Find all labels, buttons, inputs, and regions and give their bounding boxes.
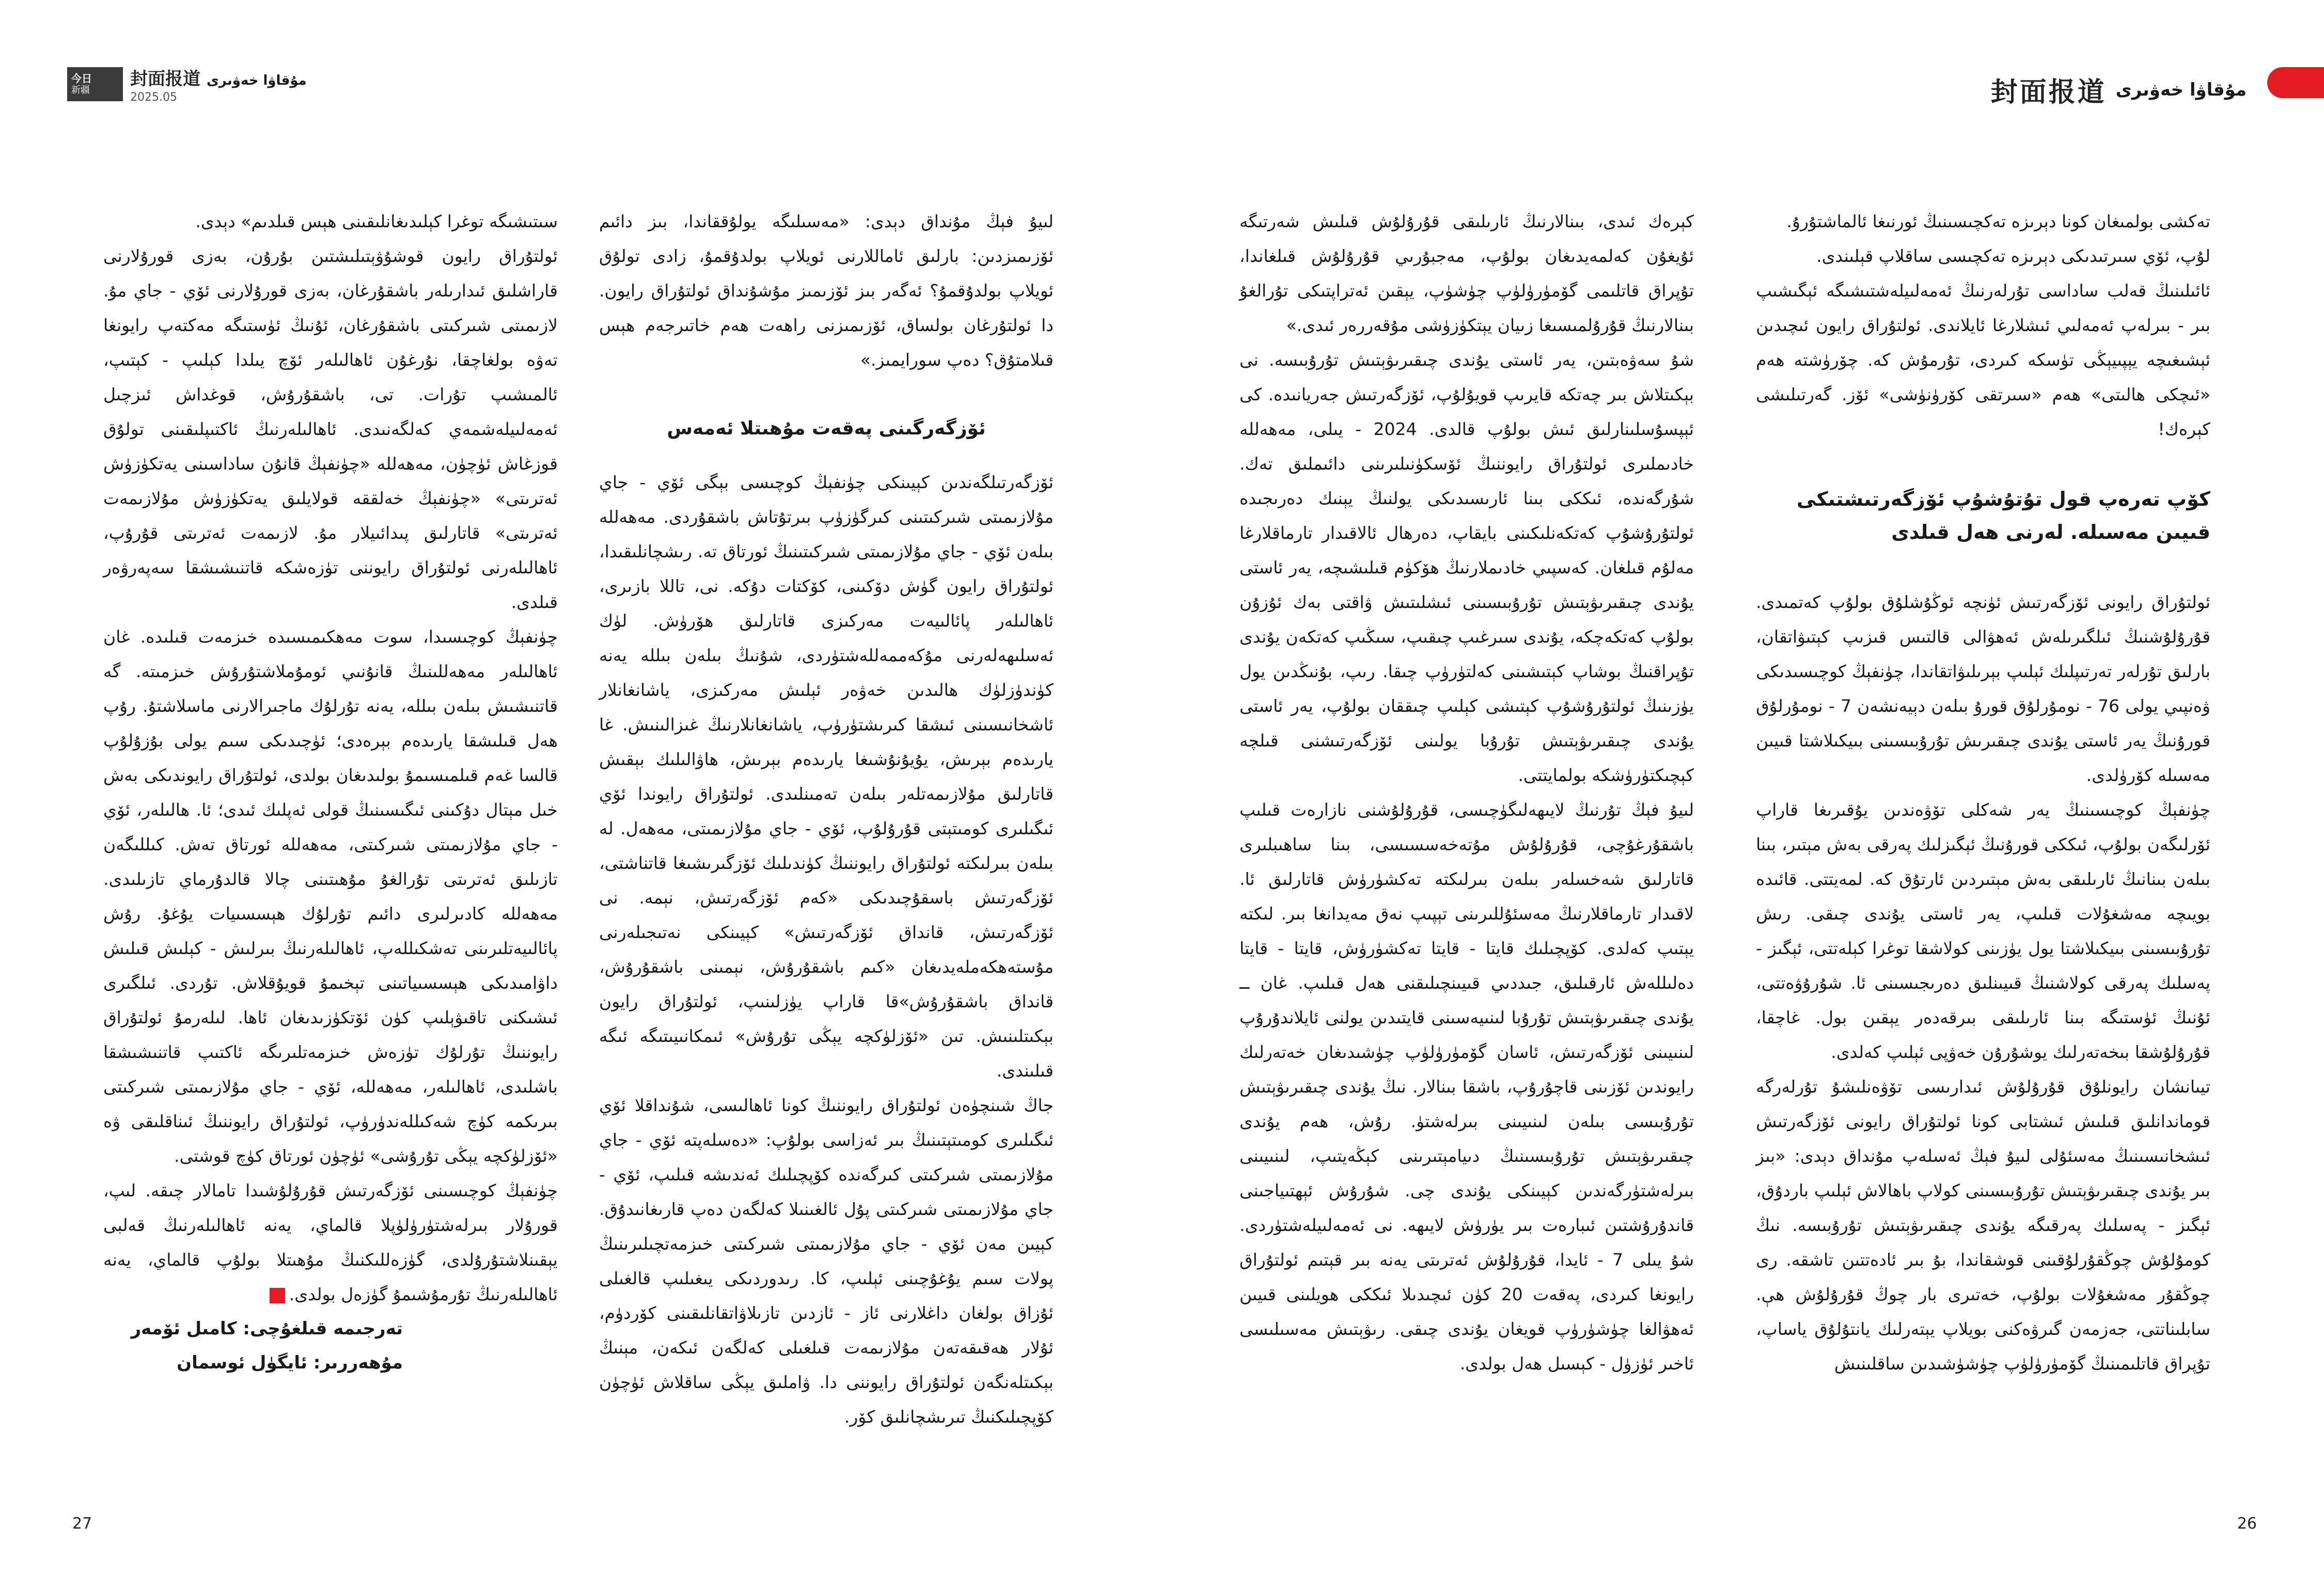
logo-line-1: 今日 xyxy=(71,72,92,85)
column-4 xyxy=(103,204,558,1380)
paragraph: ئولتۇراق رايونى ئۆزگەرتىش ئۈنچە ئوڭۇشلۇق بولۇپ كەتمىدى. قۇرۇلۇشنىڭ ئىلگىرىلەش ئەھۋالى قالتىس قىزىپ كېتىۋاتقان، بارلىق تۇرلەر تەرتىپلىك ئېلىپ بېرىلىۋاتقاندا، چۈنفېڭ كوچىسىدىكى ۋەنپىي يولى 76 - نومۇرلۇق قورۇ بىلەن دېيەنشەن 7 - نومۇرلۇق قورۇنىڭ يەر ئاستى يۇندى چىقىرىش تۇرۇبىسىنى بىيكىلاشتا قىيىن مەسىلە كۆرۈلدى. xyxy=(1756,592,2210,785)
end-mark-icon xyxy=(270,1288,285,1303)
section-title-ug: مۇقاۋا خەۋىرى xyxy=(2115,79,2247,100)
column-2 xyxy=(1239,204,1694,1381)
paragraph: ئولتۇراق رايون قوشۇۋېتىلىشتىن بۇرۇن، بەزى قورۇلارنى قاراشلىق ئىدارىلەر باشقۇرغان، بەزى قورۇلارنى ئۆي - جاي مۇ. لازىمىتى شىركىتى باشقۇرغان، ئۇنىڭ ئۈستىگە مەكتەپ رايونغا تەۋە بولغاچقا، نۇرغۇن ئاھالىلەر ئۆچ يىلدا كېلىپ - كېتىپ، ئالمىشىپ تۇرات. تى، باشقۇرۇش، قوغداش ئىزچىل ئەمەلىيلەشمەي كەلگەنىدى. ئاھالىلەرنىڭ ئاكتىپلىقىنى تولۇق قوزغاش ئۈچۈن، مەھەللە «چۈنفېڭ قانۇن ساداسىنى يەتكۈزۈش ئەترىتى» «چۈنفېڭ خەلققە قولايلىق يەتكۈزۈش مۇلازىمەت ئەترىتى» قاتارلىق پىدائىيلار مۇ. لازىمەت ئەترىتى قۇرۇپ، ئاھالىلەرنى ئولتۇراق رايوننى تۈزەشكە قاتنىشىشقا سەپەرۋەر قىلدى. xyxy=(103,246,558,612)
paragraph: تيىانشان رايونلۇق قۇرۇلۇش ئىدارىسى تۆۋەنلىشۇ تۇرلەرگە قوماندانلىق قىلىش ئىشتابى كونا ئولتۇراق رايونى ئۆزگەرتىش ئىشخانىسىنىڭ مەسئۇلى لىيۇ فېڭ ئەسلەپ مۇنداق دېدى: «بىز بىر يۇندى چىقىرىۋېتىش تۇرۇبىسىنى كولاپ باھالاش ئېلىپ باردۇق، ئېگىز - پەسلىك پەرقىگە يۇندى چىقىرىۋېتىش تۇرۇبىسە. نىڭ كومۇلۇش چوڭقۇرلۇقىنى قوشقاندا، بۇ بىر ئادەتتىن تاشقە. رى چوڭقۇر مەشغۇلات بولۇپ، خەتىرى بار چوڭ قۇرۇلۇش ھې. سابلىناتتى، جەزمەن گىرۋەكنى بويلاپ يېتەرلىك يانتۇلۇق ياساپ، تۇپراق قاتلىمىنىڭ گۆمۈرۈلۈپ چۈشۈشىدىن ساقلىنىش xyxy=(1756,1077,2210,1374)
paragraph: چۈنفېڭ كوچىسىدا، سوت مەھكىمىسىدە خىزمەت قىلىدە. غان ئاھالىلەر مەھەللىنىڭ قانۇنىي ئومۇملاشتۇرۇش خىزمىتە. گە قاتنىشىش بىلەن بىللە، يەنە تۇرلۇك ماجىرالارنى ماسلاشتۇ. رۇپ ھەل قىلىشقا يارىدەم بېرەدى؛ ئۈچىدىكى سىم يولى بۇزۇلۇپ قالسا غەم قىلمىسىمۇ بولىدىغان بولدى، ئولتۇراق رايوندىكى بەش خىل مېتال دۇكىنى ئىگىسىنىڭ قولى ئەپلىك ئىدى؛ ئا. ھالىلەر، ئۆي - جاي مۇلازىمىتى شىركىتى، مەھەللە ئورتاق تەش. كىللىگەن تازىلىق ئەترىتى تۇرالغۇ مۇھىتىنى چالا قالدۇرماي تازىلىدى. مەھەللە كادىرلىرى دائىم تۇرلۇك ھېسسىيات يۇغۇ. رۇش پائالىيەتلىرىنى تەشكىللەپ، ئاھالىلەرنىڭ بىرلىش - كېلىش قىلىش داۋامىدىكى ھېسسىياتىنى تېخىمۇ قويۇقلاش. تۇردى. ئىلگىرى ئىشىكنى تاقىۋېلىپ كۈن ئۆتكۈزىدىغان ئاھا. لىلەرمۇ ئولتۇراق رايوننىڭ تۇرلۇك تۈزەش خىزمەتلىرىگە ئاكتىپ قاتنىشىشقا باشلىدى، ئاھالىلەر، مەھەللە، ئۆي - جاي مۇلازىمىتى شىركىتى بىرىكمە كۈچ شەكىللەندۈرۈپ، ئولتۇراق رايوننىڭ ئىناقلىقى ۋە «ئۆزلۈكچە يېڭى تۇرۇشى» ئۈچۈن ئورتاق كۈچ قوشتى. xyxy=(103,627,558,1166)
right-page-header xyxy=(1991,70,2247,109)
section-label xyxy=(130,65,307,104)
paragraph: لۇپ، ئۆي سىرتىدىكى دېرىزە تەكچىسى ساقلاپ قېلىندى. xyxy=(1816,246,2210,266)
column-1 xyxy=(1756,204,2210,1381)
credits xyxy=(103,1312,558,1380)
logo-line-2: 新疆 xyxy=(71,85,90,96)
paragraph xyxy=(103,1173,558,1312)
paragraph: چۈنفېڭ كوچىسىنىڭ يەر شەكلى تۆۋەندىن يۇقىرىغا قاراپ ئۆرلىگەن بولۇپ، ئىككى قورۇنىڭ ئېگىزلىك پەرقى بەش مېتىر، بىنا بىلەن بىنانىڭ ئارىلىقى بەش مېتىردىن ئارتۇق كە. لمەيتتى. قائىدە بويىچە مەشغۇلات قىلىپ، يەر ئاستى يۇندى چىقى. رىش تۇرۇبىسىنى بىيكىلاشتا يول يۈزىنى كولاشقا توغرا كېلەتتى، ئېگىز - پەسلىك پەرقى كولاشنىڭ قىيىنلىق دەرىجىسىنى ئا. شۇرۇۋەتتى، ئۇنىڭ ئۈستىگە بىنا ئارىلىقى بىرقەدەر يېقىن بول. غاچقا، قۇرۇلۇشقا بىخەتەرلىك يوشۇرۇن خەۋپى ئېلىپ كەلدى. xyxy=(1756,800,2210,1062)
paragraph: شۇ سەۋەبتىن، يەر ئاستى يۇندى چىقىرىۋېتىش تۇرۇبىسە. نى بېكىتلاش بىر چەتكە قايرىپ قويۇلۇپ، ئۆزگەرتىش جەريانىدە. كى ئېپسۇسلىنارلىق ئىش بولۇپ قالدى. 2024 - يىلى، مەھەللە خادىملىرى ئولتۇراق رايوننىڭ ئۆسكۈنىلىرىنى دائىملىق تەك. شۇرگەندە، ئىككى بىنا ئارىسىدىكى يولنىڭ يېنىك دەرىجىدە ئولتۇرۇشۇپ كەتكەنلىكىنى بايقاپ، دەرھال ئالاقىدار تارماقلارغا مەلۇم قىلغان. كەسپىي خادىملارنىڭ ھۆكۈم قىلىشىچە، يەر ئاستى يۇندى چىقىرىۋېتىش تۇرۇبىسىنى ئىشلىتىش ۋاقتى بەك ئۇزۇن بولۇپ كەتكەچكە، يۇندى سىرغىپ چىقىپ، سىڭىپ كەتكەن يۇندى تۇپراقنىڭ بوشاپ كېتىشىنى كەلتۈرۈپ چىقا. رىپ، بۇنىڭدىن يول يۈزىنىڭ ئولتۇرۇشۇپ كېتىشى كېلىپ چىققان بولۇپ، يەر ئاستى يۇندى چىقىرىۋېتىش تۇرۇبا يولىنى ئۆزگەرتىشنى قىلچە كېچىكتۈرۈشكە بولمايتتى. xyxy=(1239,350,1694,785)
magazine-logo xyxy=(67,67,123,101)
section-color-tab xyxy=(2267,67,2324,98)
section-title-cn: 封面报道 xyxy=(1990,76,2107,108)
section-heading: ئۆزگەرگىنى پەقەت مۇھىتلا ئەمەس xyxy=(667,418,986,439)
paragraph: تەكشى بولمىغان كونا دېرىزە تەكچىسىنىڭ ئورنىغا ئالماشتۇرۇ. xyxy=(1786,211,2210,231)
section-title-ug: مۇقاۋا خەۋىرى xyxy=(207,73,307,88)
page-number-left: 27 xyxy=(72,1515,92,1533)
section-heading: كۆپ تەرەپ قول تۇتۇشۇپ ئۆزگەرتىشتىكى قىيىن مەسىلە. لەرنى ھەل قىلدى xyxy=(1796,488,2210,543)
paragraph: ئائىلىنىڭ قەلب ساداسى تۇرلەرنىڭ ئەمەلىيلەشتىشىگە ئېگىشىپ بىر - بىرلەپ ئەمەلىي ئىشلارغا ئايلاندى. ئولتۇراق رايون ئىچىدىن ئېشىغىچە يېپىيېڭى تۈسكە كىردى، تۇرمۇش كە. چۆرۈشتە ھەم «ئىچكى ھالىتى» ھەم «سىرتقى كۆرۈنۈشى» ئۆز. گەرتىلىشى كېرەك! xyxy=(1756,281,2210,439)
editor-credit: مۇھەررىر: ئايگۈل ئوسمان xyxy=(177,1352,403,1373)
paragraph: لىيۇ فېڭ مۇنداق دېدى: «مەسىلىگە يولۇققاندا، بىز دائىم ئۆزىمىزدىن: بارلىق ئاماللارنى ئويلاپ بولدۇقمۇ، زادى تولۇق ئويلاپ بولدۇقمۇ؟ ئەگەر بىز ئۆزىمىز مۇشۇنداق ئولتۇراق رايون. دا ئولتۇرغان بولساق، ئۆزىمىزنى راھەت ھەم خاتىرجەم ھېس قىلامتۇق؟ دەپ سورايمىز.» xyxy=(599,211,1054,370)
right-page xyxy=(1162,0,2324,1588)
issue-number: 2025.05 xyxy=(130,91,177,104)
paragraph: كېرەك ئىدى، بىنالارنىڭ ئارىلىقى قۇرۇلۇش قىلىش شەرتىگە ئۇيغۇن كەلمەيدىغان بولۇپ، مەجبۇرىي قۇرۇلۇش قىلغاندا، تۇپراق قاتلىمى گۆمۈرۈلۈپ چۈشۈپ، يېقىن ئەتراپتىكى تۇرالغۇ بىنالارنىڭ قۇرۇلمىسىغا زىيان يېتكۈزۈشى مۇقەررەر ئىدى.» xyxy=(1239,211,1694,335)
paragraph: ئۆزگەرتىلگەندىن كېيىنكى چۈنفېڭ كوچىسى بېگى ئۆي - جاي مۇلازىمىتى شىركىتىنى كىرگۈزۈپ بىرتۇتاش باشقۇردى. مەھەللە بىلەن ئۆي - جاي مۇلازىمىتى شىركىتىنىڭ ئورتاق تە. رىشچانلىقىدا، ئولتۇراق رايون گۈش دۆكىنى، كۆكتات دۇكە. نى، تاللا بازىرى، ئاھالىلەر پائالىيەت مەركىزى قاتارلىق ھۆرۈش. لۈك ئەسلىھەلەرنى مۇكەممەللەشتۈردى، شۇنىڭ بىلەن بىللە يەنە كۈندۈزلۈك ھالىدىن خەۋەر ئېلىش مەركىزى، ياشانغانلار ئاشخانىسىنى ئىشقا كىرىشتۈرۈپ، ياشانغانلارنىڭ غىزالىنىش. غا يارىدەم بېرىش، يۇيۇنۇشىغا يارىدەم بېرىش، ھاۋالىلىك بېقىش قاتارلىق مۇلازىمەتلەر بىلەن تەمىنلىدى. ئولتۇراق رايوندا ئۆي ئىگىلىرى كومىتېتى قۇرۇلۇپ، ئۆي - جاي مۇلازىمىتى، مەھەل. لە بىلەن بىرلىكتە ئولتۇراق رايوننىڭ كۈندىلىك ئۆزگىرىشىغا قاتناشتى، ئۆزگەرتىش باسقۇچىدىكى «كەم ئۆزگەرتىش، نېمە. نى ئۆزگەرتىش، قانداق ئۆزگەرتىش» كېيىنكى نەتىجىلەرنى مۇستەھكەملەيدىغان «كىم باشقۇرۇش، نېمىنى باشقۇرۇش، قانداق باشقۇرۇش»قا قاراپ يۈزلىنىپ، ئولتۇراق رايون بېكىتلىنىش. تىن «ئۆزلۈكچە يېڭى تۇرۇش» ئىمكانىيىتىگە ئىگە قىلىندى. xyxy=(599,472,1054,1081)
paragraph: لىيۇ فېڭ تۇرنىڭ لايىھەلىگۈچىسى، قۇرۇلۇشنى نازارەت قىلىپ باشقۇرغۇچى، قۇرۇلۇش مۇتەخەسسىسى، بىنا ساھىبلىرى قاتارلىق شەخسلەر بىلەن بىرلىكتە تەكشۈرۈش قاتارلىق ئا. لاقىدار تارماقلارنىڭ مەسئۇللىرىنى تېپىپ نەق مەيدانغا بىر. لىكتە يېتىپ كەلدى. كۆپچىلىك قايتا - قايتا تەكشۈرۈش، قايتا - قايتا دەلىللەش ئارقىلىق، جىددىي قىيىنچىلىقنى ھەل قىلىپ. غان ــ يۇندى چىقىرىۋېتىش تۇرۇبا لىنىيەسىنى قايتىدىن يولنى ئايلاندۇرۇپ لىنىيىنى ئۆزگەرتىش، ئاسان گۆمۈرۈلۈپ چۈشىدىغان خەتەرلىك رايوندىن ئۆزىنى قاچۇرۇپ، باشقا بىنالار. نىڭ يۇندى چىقىرىۋېتىش تۇرۇبىسى بىلەن لىنىيىنى بىرلەشتۈ. رۇش، ھەم يۇندى چىقىرىۋېتىش تۇرۇبىسىنىڭ دىيامېتىرىنى كېڭەيتىپ، لىنىيىنى بىرلەشتۈرگەندىن كېيىنكى يۇندى چى. شۇرۇش ئېھتىياجىنى قاندۇرۇشتىن ئىبارەت بىر يۈرۈش لايىھە. نى ئەمەلىيلەشتۈردى. شۇ يىلى 7 - ئايدا، قۇرۇلۇش ئەترىتى يەنە بىر قېتىم ئولتۇراق رايونغا كىردى، پەقەت 20 كۈن ئىچىدىلا ئىككى ھويلىنى قىيىن ئەھۋالغا چۈشۈرۈپ قويغان يۇندى چىقى. رىۋېتىش مەسىلىسى ئاخىر ئۈزۈل - كېسىل ھەل بولدى. xyxy=(1239,800,1694,1374)
paragraph: سىتىشىگە توغرا كېلىدىغانلىقىنى ھېس قىلدىم» دېدى. xyxy=(195,211,558,231)
left-page-header xyxy=(67,66,307,102)
page-number-right: 26 xyxy=(2237,1515,2257,1533)
paragraph: جاڭ شىنچۈەن ئولتۇراق رايوننىڭ كونا ئاھالىسى، شۇنداقلا ئۆي ئىگىلىرى كومىتېتىنىڭ بىر ئەزاسى بولۇپ: «دەسلەپتە ئۆي - جاي مۇلازىمىتى شىركىتى كىرگەندە كۆپچىلىك ئەندىشە قىلىپ، ئۆي - جاي مۇلازىمىتى شىركىتى پۇل ئالغىنىلا كەلگەن دەپ قارىغانىدۇق. كېيىن مەن ئۆي - جاي مۇلازىمىتى شىركىتى خىزمەتچىلىرىنىڭ پولات سىم يۇغۇچىنى ئېلىپ، كا. رىدوردىكى يىغىلىپ قالغىلى ئۇزاق بولغان داغلارنى ئاز - ئازدىن تازىلاۋاتقانلىقىنى كۆردۈم، ئۇلار ھەقىقەتەن مۇلازىمەت قىلغىلى كەلگەن ئىكەن، مېنىڭ بېكىتلەنگەن ئولتۇراق رايوننى دا. ۋاملىق يېڭى ساقلاش ئۈچۈن كۆپچىلىكنىڭ تىرىشچانلىق كۆر. xyxy=(599,1095,1054,1427)
section-title-cn: 封面报道 xyxy=(130,69,200,89)
column-3 xyxy=(599,204,1054,1434)
translator-credit: تەرجىمە قىلغۇچى: كامىل ئۆمەر xyxy=(131,1318,403,1339)
paragraph-text: چۈنفېڭ كوچىسىنى ئۆزگەرتىش قۇرۇلۇشىدا تامالار چىقە. لىپ، قورۇلار بىرلەشتۈرۈلۈپلا قالماي، يەنە ئاھالىلەرنىڭ قەلبى يېقىنلاشتۇرۇلدى، گۈزەللىكنىڭ مۇھىتلا بولۇپ قالماي، يەنە ئاھالىلەرنىڭ تۇرمۇشىمۇ گۈزەل بولدى. xyxy=(103,1180,558,1304)
